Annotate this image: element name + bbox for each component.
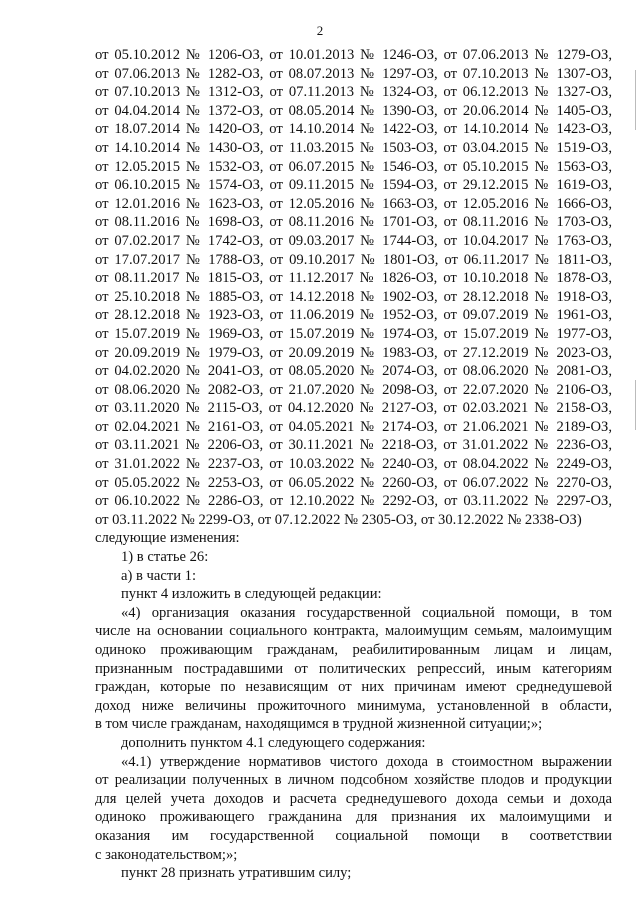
point-4-1-line: одиноко проживающего гражданина для признания их малоимущими и [95, 809, 612, 826]
law-list-line: от 12.01.2016 № 1623-ОЗ, от 12.05.2016 № 1663-ОЗ, от 12.05.2016 № 1666-ОЗ, [95, 195, 612, 212]
law-list-line: от 28.12.2018 № 1923-ОЗ, от 11.06.2019 № 1952-ОЗ, от 09.07.2019 № 1961-ОЗ, [95, 307, 612, 324]
law-list-line: от 25.10.2018 № 1885-ОЗ, от 14.12.2018 № 1902-ОЗ, от 28.12.2018 № 1918-ОЗ, [95, 288, 612, 305]
point-4-line: граждан, которые по независящим от них причинам имеют среднедушевой [95, 679, 612, 696]
law-list-line: от 06.10.2015 № 1574-ОЗ, от 09.11.2015 № 1594-ОЗ, от 29.12.2015 № 1619-ОЗ, [95, 177, 612, 194]
law-list-line: от 17.07.2017 № 1788-ОЗ, от 09.10.2017 № 1801-ОЗ, от 06.11.2017 № 1811-ОЗ, [95, 251, 612, 268]
law-list-line: от 04.02.2020 № 2041-ОЗ, от 08.05.2020 № 2074-ОЗ, от 08.06.2020 № 2081-ОЗ, [95, 363, 612, 380]
law-list-line: от 15.07.2019 № 1969-ОЗ, от 15.07.2019 № 1974-ОЗ, от 15.07.2019 № 1977-ОЗ, [95, 325, 612, 342]
point-4-1-line: для целей учета доходов и расчета среднедушевого дохода семьи и дохода [95, 790, 612, 807]
law-list-line: от 05.05.2022 № 2253-ОЗ, от 06.05.2022 № 2260-ОЗ, от 06.07.2022 № 2270-ОЗ, [95, 474, 612, 491]
scan-edge-mark [635, 380, 636, 430]
point-4-line: признанным пострадавшими от политических репрессий, иным категориям [95, 660, 612, 677]
law-list-line: от 18.07.2014 № 1420-ОЗ, от 14.10.2014 № 1422-ОЗ, от 14.10.2014 № 1423-ОЗ, [95, 121, 612, 138]
point-4-1-line: от реализации полученных в личном подсобном хозяйстве плодов и продукции [95, 772, 612, 789]
point-4-paragraph [95, 604, 612, 734]
point-4-1-intro: дополнить пунктом 4.1 следующего содержания: [121, 734, 426, 751]
law-list-line: от 08.06.2020 № 2082-ОЗ, от 21.07.2020 № 2098-ОЗ, от 22.07.2020 № 2106-ОЗ, [95, 381, 612, 398]
law-list-line: от 20.09.2019 № 1979-ОЗ, от 20.09.2019 № 1983-ОЗ, от 27.12.2019 № 2023-ОЗ, [95, 344, 612, 361]
point-28-text: пункт 28 признать утратившим силу; [121, 865, 352, 882]
law-amendments-list [95, 46, 612, 529]
part-1-heading: а) в части 1: [121, 567, 197, 584]
law-list-line: от 03.11.2022 № 2299-ОЗ, от 07.12.2022 № 2305-ОЗ, от 30.12.2022 № 2338-ОЗ) [95, 511, 582, 528]
law-list-line: от 07.02.2017 № 1742-ОЗ, от 09.03.2017 № 1744-ОЗ, от 10.04.2017 № 1763-ОЗ, [95, 232, 612, 249]
point-4-1-line: оказания им государственной социальной помощи в соответствии [95, 827, 612, 844]
point-4-line: «4) организация оказания государственной социальной помощи, в том [121, 604, 612, 621]
law-list-line: от 08.11.2017 № 1815-ОЗ, от 11.12.2017 № 1826-ОЗ, от 10.10.2018 № 1878-ОЗ, [95, 270, 612, 287]
changes-intro: следующие изменения: [95, 530, 240, 547]
law-list-line: от 03.11.2020 № 2115-ОЗ, от 04.12.2020 № 2127-ОЗ, от 02.03.2021 № 2158-ОЗ, [95, 400, 612, 417]
law-list-line: от 07.10.2013 № 1312-ОЗ, от 07.11.2013 № 1324-ОЗ, от 06.12.2013 № 1327-ОЗ, [95, 84, 612, 101]
law-list-line: от 07.06.2013 № 1282-ОЗ, от 08.07.2013 № 1297-ОЗ, от 07.10.2013 № 1307-ОЗ, [95, 65, 612, 82]
point-4-line: доход ниже величины прожиточного минимума, установленной в области, [95, 697, 612, 714]
law-list-line: от 05.10.2012 № 1206-ОЗ, от 10.01.2013 № 1246-ОЗ, от 07.06.2013 № 1279-ОЗ, [95, 47, 612, 63]
point-4-line: одиноко проживающим гражданам, реабилитированным лицам и лицам, [95, 642, 612, 658]
article-26-heading: 1) в статье 26: [121, 549, 209, 566]
law-list-line: от 12.05.2015 № 1532-ОЗ, от 06.07.2015 № 1546-ОЗ, от 05.10.2015 № 1563-ОЗ, [95, 158, 612, 175]
point-4-line: в том числе гражданам, находящимся в трудной жизненной ситуации;»; [95, 716, 543, 733]
law-list-line: от 08.11.2016 № 1698-ОЗ, от 08.11.2016 № 1701-ОЗ, от 08.11.2016 № 1703-ОЗ, [95, 214, 612, 231]
page-number: 2 [316, 23, 324, 38]
point-4-1-line: с законодательством;»; [95, 846, 238, 863]
law-list-line: от 14.10.2014 № 1430-ОЗ, от 11.03.2015 № 1503-ОЗ, от 03.04.2015 № 1519-ОЗ, [95, 139, 612, 156]
law-list-line: от 06.10.2022 № 2286-ОЗ, от 12.10.2022 № 2292-ОЗ, от 03.11.2022 № 2297-ОЗ, [95, 493, 612, 510]
law-list-line: от 31.01.2022 № 2237-ОЗ, от 10.03.2022 № 2240-ОЗ, от 08.04.2022 № 2249-ОЗ, [95, 456, 612, 473]
document-body [95, 46, 612, 883]
law-list-line: от 04.04.2014 № 1372-ОЗ, от 08.05.2014 № 1390-ОЗ, от 20.06.2014 № 1405-ОЗ, [95, 102, 612, 119]
point-4-intro: пункт 4 изложить в следующей редакции: [121, 586, 382, 603]
law-list-line: от 03.11.2021 № 2206-ОЗ, от 30.11.2021 № 2218-ОЗ, от 31.01.2022 № 2236-ОЗ, [95, 437, 612, 454]
point-4-1-paragraph [95, 753, 612, 865]
point-4-line: числе на основании социального контракта, малоимущим семьям, малоимущим [95, 623, 612, 640]
point-4-1-line: «4.1) утверждение нормативов чистого дохода в стоимостном выражении [121, 753, 612, 770]
law-list-line: от 02.04.2021 № 2161-ОЗ, от 04.05.2021 № 2174-ОЗ, от 21.06.2021 № 2189-ОЗ, [95, 418, 612, 435]
scan-edge-mark [635, 70, 636, 130]
